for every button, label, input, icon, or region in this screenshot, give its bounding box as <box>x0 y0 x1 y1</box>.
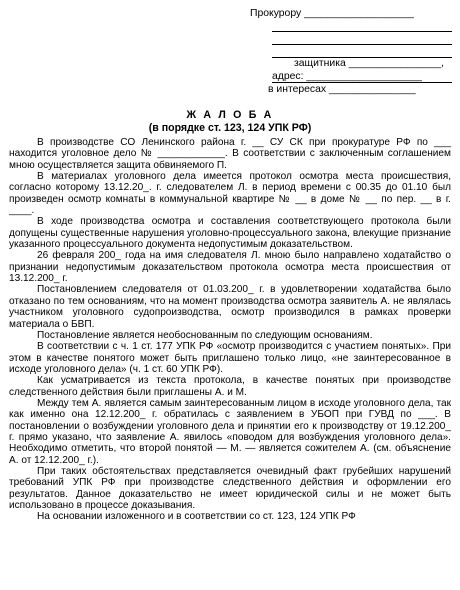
paragraph: Между тем А. является самым заинтересованным лицом в исходе уголовного дела, так как именно она 12.12.200_ г. обратилась с заявлением в УБОП при ГУВД по ___. В постановлении о возбуждении уголовного дела и принятии его к производству от 19.12.200_ г. прямо указано, что заявление А. явилось «поводом для возбуждения уголовного дела». Необходимо отметить, что второй понятой — М. — является сожителем А. (см. объяснение А. от 12.12.200_ г.). <box>9 397 451 466</box>
paragraph: В соответствии с ч. 1 ст. 177 УПК РФ «осмотр производится с участием понятых». При этом в качестве понятого может быть приглашено только лицо, «не заинтересованное в исходе уголовного дела» (ч. 1 ст. 60 УПК РФ). <box>9 341 451 375</box>
complaint-body <box>9 137 451 523</box>
document-title <box>0 109 460 134</box>
title-main: Ж А Л О Б А <box>186 109 274 121</box>
paragraph: В производстве СО Ленинского района г. __ СУ СК при прокуратуре РФ по ___ находится уголовное дело № ____________. В соответствии с заключенным соглашением мною осуществляется защита обвиняемого П. <box>9 137 451 171</box>
paragraph: При таких обстоятельствах представляется очевидный факт грубейших нарушений требований УПК РФ при производстве следственного действия и оформлении его результатов. Данное доказательство не имеет юридической силы и не может быть использовано в процессе доказывания. <box>9 465 451 511</box>
blank-line <box>272 31 452 32</box>
paragraph: На основании изложенного и в соответствии со ст. 123, 124 УПК РФ <box>37 511 356 523</box>
paragraph: 26 февраля 200_ года на имя следователя Л. мною было направлено ходатайство о признании недопустимым доказательством протокола осмотра места происшествия от 13.12.200_ г. <box>9 250 451 285</box>
paragraph: Как усматривается из текста протокола, в качестве понятых при производстве следственного действия были приглашены А. и М. <box>9 375 451 398</box>
header-to-prosecutor: Прокурору ___________________ <box>250 8 414 19</box>
blank-line <box>272 44 452 45</box>
title-subtitle: (в порядке ст. 123, 124 УПК РФ) <box>148 121 312 134</box>
paragraph: В ходе производства осмотра и составления соответствующего протокола были допущены существенные нарушения уголовно-процессуального закона, влекущие признание указанного процессуального документа недопустимым доказательством. <box>9 216 451 251</box>
header-address: адрес: ____________________ <box>272 71 422 82</box>
paragraph: Постановлением следователя от 01.03.200_ г. в удовлетворении ходатайства было отказано по тем основаниям, что на момент производства осмотра заявитель А. не являлась участником уголовного судопроизводства, осмотр производился в рамках проверки материала о БВП. <box>9 284 451 330</box>
paragraph: Постановление является необоснованным по следующим основаниям. <box>37 329 373 341</box>
paragraph: В материалах уголовного дела имеется протокол осмотра места происшествия, согласно которому 13.12.20_. г. следователем Л. в период времени с 00.35 до 01.10 был произведен осмотр комнаты в коммунальной квартире № __ в доме № __ по пер. __ в г. ____. <box>9 171 451 217</box>
header-defender: защитника ________________, <box>294 58 444 69</box>
header-in-interests: в интересах _______________ <box>268 84 416 95</box>
